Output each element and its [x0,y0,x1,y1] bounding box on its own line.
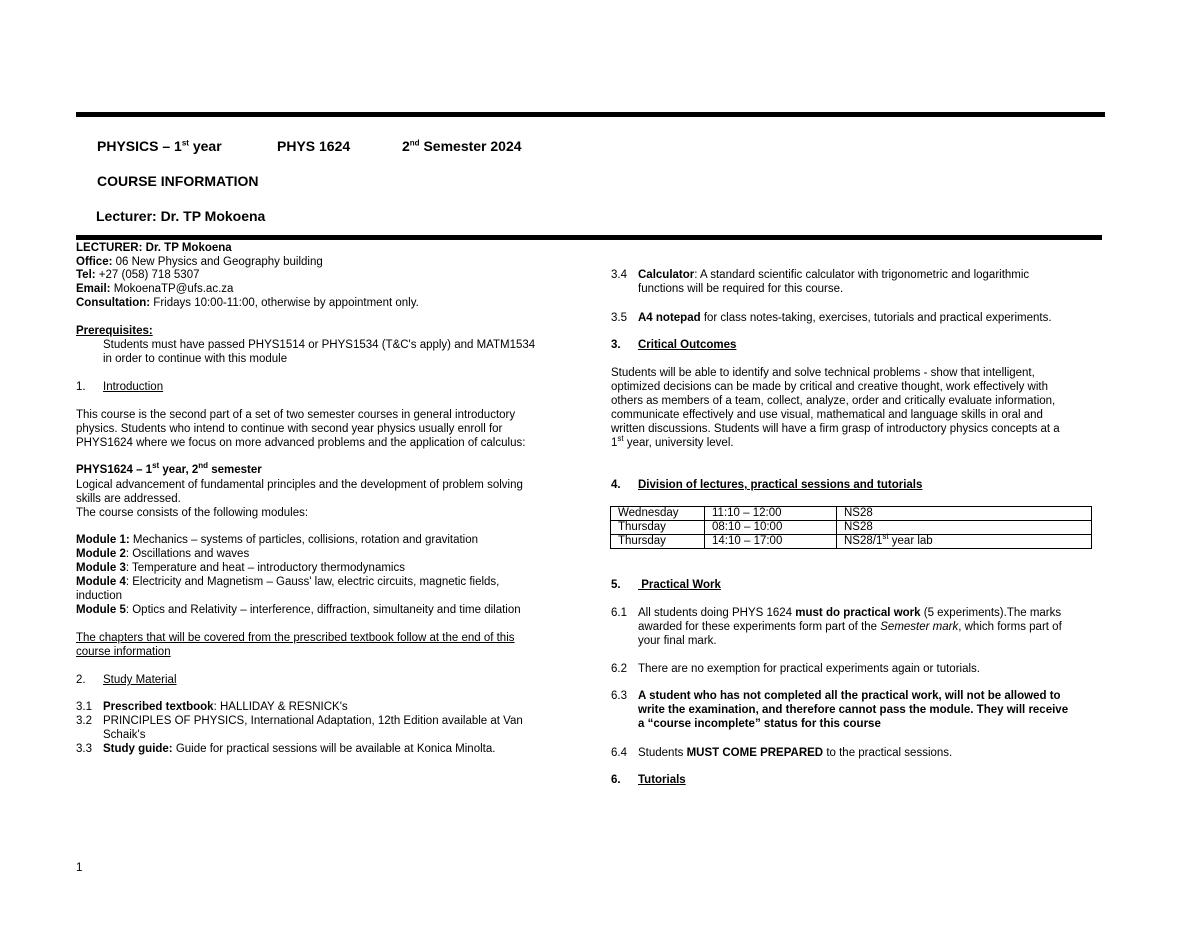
chapters-note-2: course information [76,646,171,658]
schedule-day: Thursday [611,535,705,549]
intro-text-2: physics. Students who intend to continue with second year physics usually enroll for [76,423,503,435]
practical-6-3-line-2: write the examination, and therefore cannot pass the module. They will receive [638,704,1069,716]
intro-text-1: This course is the second part of a set of two semester courses in general introductory [76,409,516,421]
division-heading: 4. Division of lectures, practical sessions and tutorials [611,479,923,491]
module-5: Module 5: Optics and Relativity – interference, diffraction, simultaneity and time dilation [76,604,521,616]
page-number: 1 [76,862,83,874]
header-bottom-rule [76,235,1102,240]
office-line: Office: 06 New Physics and Geography building [76,256,323,268]
module-4-continued: induction [76,590,123,602]
phys1624-text-1: Logical advancement of fundamental principles and the development of problem solving [76,479,523,491]
practical-6-3: 6.3 A student who has not completed all the practical work, will not be allowed to [611,690,1061,702]
email-line: Email: MokoenaTP@ufs.ac.za [76,283,234,295]
course-information-heading: COURSE INFORMATION [97,173,259,189]
critical-outcomes-4: communicate effectively and use visual, mathematical and language skills in oral and [611,409,1043,421]
practical-6-1: 6.1 All students doing PHYS 1624 must do practical work (5 experiments).The marks [611,607,1062,619]
practical-6-1-line-2: awarded for these experiments form part of the Semester mark, which forms part of [638,621,1062,633]
schedule-venue: NS28/1st year lab [837,535,1092,549]
schedule-day: Wednesday [611,507,705,521]
schedule-venue: NS28 [837,507,1092,521]
tutorials-heading: 6. Tutorials [611,774,686,786]
prerequisites-text-2: in order to continue with this module [103,353,288,365]
prerequisites-heading: Prerequisites: [76,325,153,337]
course-code: PHYS 1624 [277,138,351,154]
schedule-time: 08:10 – 10:00 [705,521,837,535]
consultation-line: Consultation: Fridays 10:00-11:00, otherwise by appointment only. [76,297,419,309]
lecturer-heading: Lecturer: Dr. TP Mokoena [96,208,266,224]
practical-work-heading: 5. Practical Work [611,579,721,591]
tel-line: Tel: +27 (058) 718 5307 [76,269,200,281]
critical-outcomes-2: optimized decisions can be made by critical and creative thought, work effectively with [611,381,1049,393]
intro-text-3: PHYS1624 where we focus on more advanced problems and the application of calculus: [76,437,526,449]
semester: 2nd Semester 2024 [402,138,522,154]
schedule-venue: NS28 [837,521,1092,535]
lecturer-line: LECTURER: Dr. TP Mokoena [76,242,232,254]
study-3-2-continued: Schaik's [103,729,146,741]
module-3: Module 3: Temperature and heat – introductory thermodynamics [76,562,405,574]
critical-outcomes-heading: 3. Critical Outcomes [611,339,737,351]
practical-6-4: 6.4 Students MUST COME PREPARED to the practical sessions. [611,747,953,759]
module-1: Module 1: Mechanics – systems of particles, collisions, rotation and gravitation [76,534,479,546]
chapters-note-1: The chapters that will be covered from the prescribed textbook follow at the end of this [76,632,515,644]
schedule-table [610,506,1092,549]
schedule-time: 11:10 – 12:00 [705,507,837,521]
schedule-time: 14:10 – 17:00 [705,535,837,549]
module-2: Module 2: Oscillations and waves [76,548,250,560]
study-3-3: 3.3 Study guide: Guide for practical sessions will be available at Konica Minolta. [76,743,496,755]
critical-outcomes-5: written discussions. Students will have a firm grasp of introductory physics concepts at a [611,423,1060,435]
practical-6-1-line-3: your final mark. [638,635,717,647]
critical-outcomes-3: others as members of a team, collect, analyze, order and critically evaluate information, [611,395,1056,407]
table-row [611,507,1092,521]
study-3-1: 3.1 Prescribed textbook: HALLIDAY & RESNICK's [76,701,348,713]
practical-6-3-line-3: a “course incomplete” status for this course [638,718,881,730]
introduction-heading: 1. Introduction [76,381,164,393]
item-3-4-continued: functions will be required for this course. [638,283,844,295]
item-3-5: 3.5 A4 notepad for class notes-taking, exercises, tutorials and practical experiments. [611,312,1052,324]
schedule-day: Thursday [611,521,705,535]
module-4: Module 4: Electricity and Magnetism – Gauss' law, electric circuits, magnetic fields, [76,576,500,588]
study-material-heading: 2. Study Material [76,674,177,686]
study-3-2: 3.2 PRINCIPLES OF PHYSICS, International Adaptation, 12th Edition available at Van [76,715,523,727]
prerequisites-text-1: Students must have passed PHYS1514 or PHYS1534 (T&C's apply) and MATM1534 [103,339,536,351]
course-subject: PHYSICS – 1st year [97,138,222,154]
critical-outcomes-6: 1st year, university level. [611,434,734,449]
table-row [611,521,1092,535]
table-row [611,535,1092,549]
item-3-4: 3.4 Calculator: A standard scientific calculator with trigonometric and logarithmic [611,269,1030,281]
critical-outcomes-1: Students will be able to identify and solve technical problems - show that intelligent, [611,367,1035,379]
top-rule [76,112,1105,117]
phys1624-text-3: The course consists of the following modules: [76,507,309,519]
practical-6-2: 6.2 There are no exemption for practical experiments again or tutorials. [611,663,980,675]
phys1624-text-2: skills are addressed. [76,493,181,505]
phys1624-heading: PHYS1624 – 1st year, 2nd semester [76,461,262,476]
